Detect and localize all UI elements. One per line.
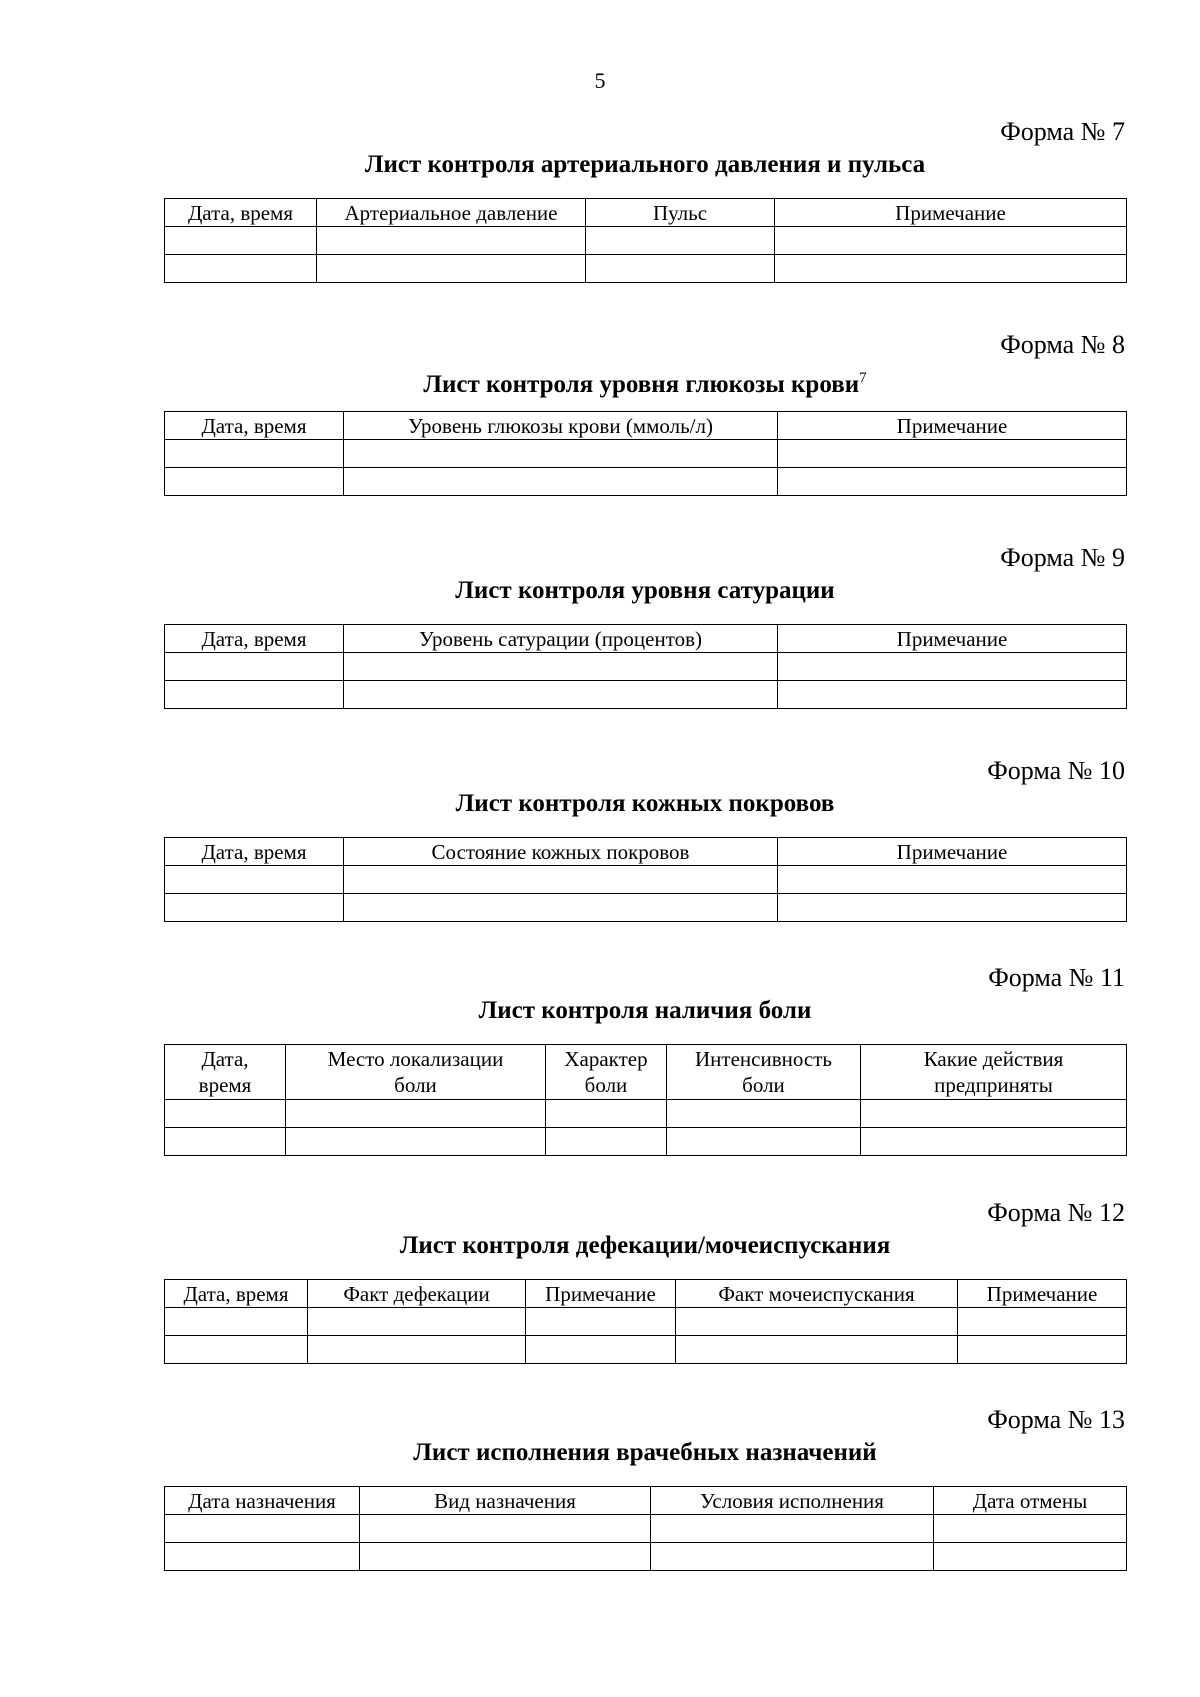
table-row [165, 468, 1127, 496]
table-row [165, 1543, 1127, 1571]
table-cell [165, 1100, 286, 1128]
form-table [164, 1486, 1127, 1571]
table-cell [165, 653, 344, 681]
form-11 [164, 962, 1126, 1156]
column-header: Состояние кожных покровов [344, 838, 778, 866]
form-title: Лист исполнения врачебных назначений [413, 1439, 877, 1466]
table-cell [958, 1336, 1127, 1364]
table-cell [651, 1543, 934, 1571]
column-header: Интенсивность боли [667, 1045, 861, 1100]
table-cell [526, 1308, 676, 1336]
table-cell [546, 1100, 667, 1128]
column-header: Дата, время [165, 412, 344, 440]
table-cell [308, 1336, 526, 1364]
form-12 [164, 1197, 1126, 1364]
table-cell [778, 681, 1127, 709]
table-cell [360, 1515, 651, 1543]
table-cell [778, 866, 1127, 894]
form-number: Форма № 7 [1000, 117, 1125, 146]
table-cell [317, 227, 586, 255]
column-header: Примечание [778, 412, 1127, 440]
table-cell [861, 1100, 1127, 1128]
form-title: Лист контроля артериального давления и пульса [364, 151, 926, 178]
table-row [165, 866, 1127, 894]
table-cell [344, 653, 778, 681]
form-title: Лист контроля уровня сатурации [455, 577, 835, 604]
table-cell [934, 1515, 1127, 1543]
table-cell [586, 255, 775, 283]
table-cell [778, 440, 1127, 468]
column-header: Факт мочеиспускания [676, 1280, 958, 1308]
table-cell [958, 1308, 1127, 1336]
column-header: Примечание [958, 1280, 1127, 1308]
table-cell [165, 1336, 308, 1364]
form-10 [164, 755, 1126, 922]
table-row [165, 1128, 1127, 1156]
table-cell [344, 468, 778, 496]
table-cell [286, 1100, 546, 1128]
table-row [165, 440, 1127, 468]
table-cell [676, 1336, 958, 1364]
column-header: Пульс [586, 199, 775, 227]
form-7 [164, 116, 1126, 283]
table-cell [586, 227, 775, 255]
table-cell [651, 1515, 934, 1543]
column-header: Характер боли [546, 1045, 667, 1100]
table-row [165, 1336, 1127, 1364]
table-cell [165, 1543, 360, 1571]
column-header: Факт дефекации [308, 1280, 526, 1308]
table-cell [165, 227, 317, 255]
table-row [165, 227, 1127, 255]
table-cell [667, 1128, 861, 1156]
table-cell [317, 255, 586, 283]
table-cell [344, 894, 778, 922]
form-table [164, 624, 1127, 709]
form-8 [164, 329, 1126, 496]
column-header: Дата, время [165, 838, 344, 866]
table-cell [778, 468, 1127, 496]
table-cell [676, 1308, 958, 1336]
table-header-row [165, 412, 1127, 440]
page-number: 5 [594, 68, 606, 93]
table-cell [165, 1128, 286, 1156]
form-table [164, 837, 1127, 922]
table-cell [286, 1128, 546, 1156]
table-cell [165, 1515, 360, 1543]
table-cell [775, 227, 1127, 255]
form-table [164, 198, 1127, 283]
table-header-row [165, 1045, 1127, 1100]
column-header: Дата, время [165, 1280, 308, 1308]
table-cell [778, 653, 1127, 681]
form-table [164, 1044, 1127, 1156]
table-header-row [165, 199, 1127, 227]
table-header-row [165, 625, 1127, 653]
table-cell [344, 440, 778, 468]
form-title: Лист контроля кожных покровов [455, 790, 835, 817]
table-header-row [165, 1487, 1127, 1515]
form-number: Форма № 13 [987, 1405, 1125, 1434]
table-cell [546, 1128, 667, 1156]
column-header: Условия исполнения [651, 1487, 934, 1515]
column-header: Дата, время [165, 199, 317, 227]
table-cell [861, 1128, 1127, 1156]
table-row [165, 894, 1127, 922]
form-13 [164, 1404, 1126, 1571]
footnote-marker: 7 [859, 370, 867, 386]
column-header: Какие действия предприняты [861, 1045, 1127, 1100]
table-cell [165, 255, 317, 283]
table-row [165, 1308, 1127, 1336]
table-row [165, 1100, 1127, 1128]
column-header: Дата назначения [165, 1487, 360, 1515]
table-cell [934, 1543, 1127, 1571]
form-table [164, 411, 1127, 496]
column-header: Дата отмены [934, 1487, 1127, 1515]
table-cell [775, 255, 1127, 283]
table-cell [165, 1308, 308, 1336]
table-cell [165, 894, 344, 922]
table-cell [165, 440, 344, 468]
column-header: Артериальное давление [317, 199, 586, 227]
form-table [164, 1279, 1127, 1364]
form-number: Форма № 12 [987, 1198, 1125, 1227]
form-9 [164, 542, 1126, 709]
table-cell [308, 1308, 526, 1336]
form-title: Лист контроля наличия боли [478, 997, 812, 1024]
column-header: Вид назначения [360, 1487, 651, 1515]
column-header: Примечание [778, 838, 1127, 866]
table-header-row [165, 1280, 1127, 1308]
table-cell [667, 1100, 861, 1128]
column-header: Примечание [775, 199, 1127, 227]
table-cell [344, 681, 778, 709]
table-row [165, 653, 1127, 681]
table-cell [165, 468, 344, 496]
column-header: Дата, время [165, 1045, 286, 1100]
table-row [165, 255, 1127, 283]
table-header-row [165, 838, 1127, 866]
form-number: Форма № 8 [1000, 330, 1125, 359]
table-cell [526, 1336, 676, 1364]
table-cell [165, 681, 344, 709]
column-header: Примечание [526, 1280, 676, 1308]
form-number: Форма № 10 [987, 756, 1125, 785]
column-header: Уровень глюкозы крови (ммоль/л) [344, 412, 778, 440]
table-row [165, 1515, 1127, 1543]
column-header: Уровень сатурации (процентов) [344, 625, 778, 653]
form-title: Лист контроля уровня глюкозы крови$^7$ [423, 370, 867, 398]
table-row [165, 681, 1127, 709]
form-number: Форма № 9 [1000, 543, 1125, 572]
table-cell [360, 1543, 651, 1571]
column-header: Примечание [778, 625, 1127, 653]
table-cell [778, 894, 1127, 922]
table-cell [165, 866, 344, 894]
form-title: Лист контроля дефекации/мочеиспускания [399, 1232, 891, 1259]
column-header: Дата, время [165, 625, 344, 653]
form-number: Форма № 11 [988, 963, 1125, 992]
column-header: Место локализации боли [286, 1045, 546, 1100]
table-cell [344, 866, 778, 894]
